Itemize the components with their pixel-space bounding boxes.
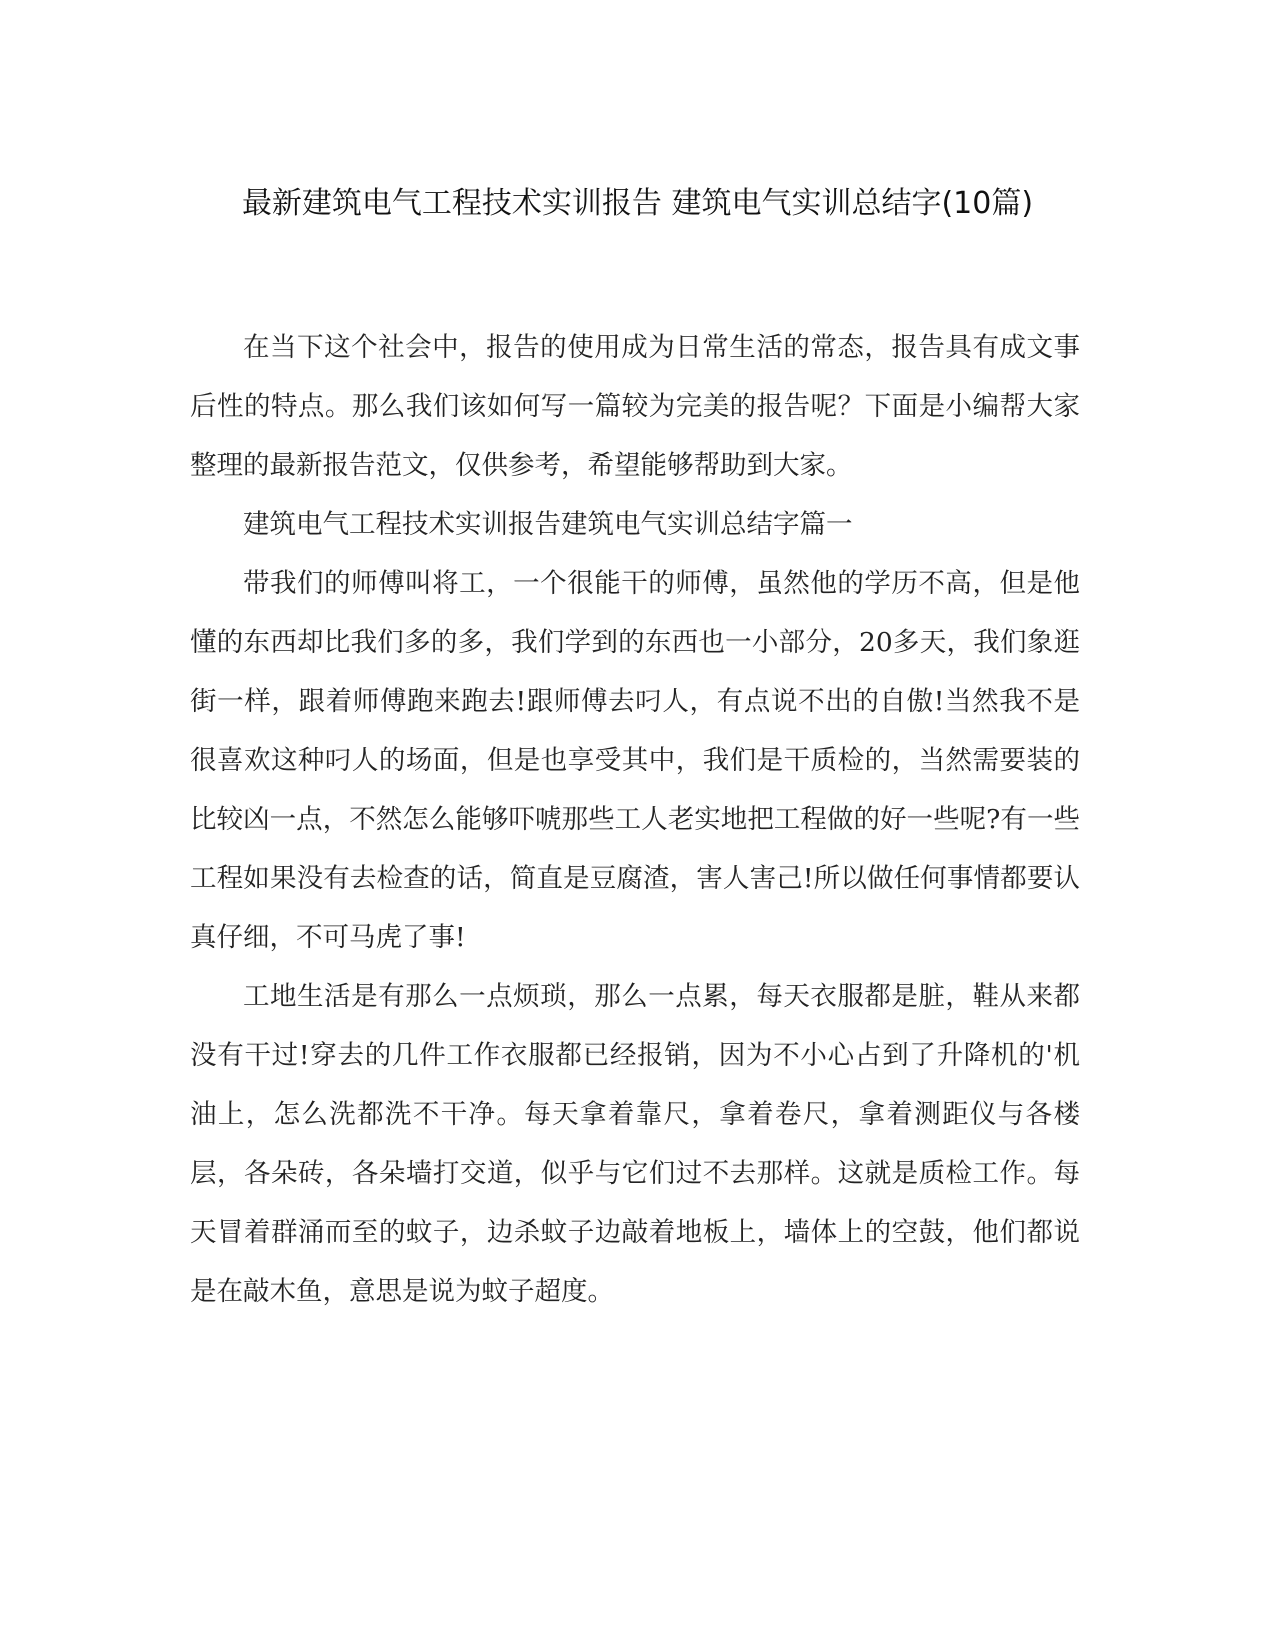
body-paragraph: 带我们的师傅叫将工，一个很能干的师傅，虽然他的学历不高，但是他懂的东西却比我们多的多，我们学到的东西也一小部分，20多天，我们象逛街一样，跟着师傅跑来跑去!跟师傅去叼人，有点说不出的自傲!当然我不是很喜欢这种叼人的场面，但是也享受其中，我们是干质检的，当然需要装的比较凶一点，不然怎么能够吓唬那些工人老实地把工程做的好一些呢?有一些工程如果没有去检查的话，简直是豆腐渣，害人害己!所以做任何事情都要认真仔细，不可马虎了事! — [190, 568, 1080, 953]
body-paragraph: 工地生活是有那么一点烦琐，那么一点累，每天衣服都是脏，鞋从来都没有干过!穿去的几件工作衣服都已经报销，因为不小心占到了升降机的'机油上，怎么洗都洗不干净。每天拿着靠尺，拿着卷尺，拿着测距仪与各楼层，各朵砖，各朵墙打交道，似乎与它们过不去那样。这就是质检工作。每天冒着群涌而至的蚊子，边杀蚊子边敲着地板上，墙体上的空鼓，他们都说是在敲木鱼，意思是说为蚊子超度。 — [190, 981, 1080, 1307]
document-body — [190, 318, 1080, 1321]
section-heading: 建筑电气工程技术实训报告建筑电气实训总结字篇一 — [243, 509, 853, 540]
document-title: 最新建筑电气工程技术实训报告 建筑电气实训总结字(10篇) — [241, 186, 1034, 221]
intro-paragraph: 在当下这个社会中，报告的使用成为日常生活的常态，报告具有成文事后性的特点。那么我们该如何写一篇较为完美的报告呢？下面是小编帮大家整理的最新报告范文，仅供参考，希望能够帮助到大家。 — [190, 332, 1080, 481]
